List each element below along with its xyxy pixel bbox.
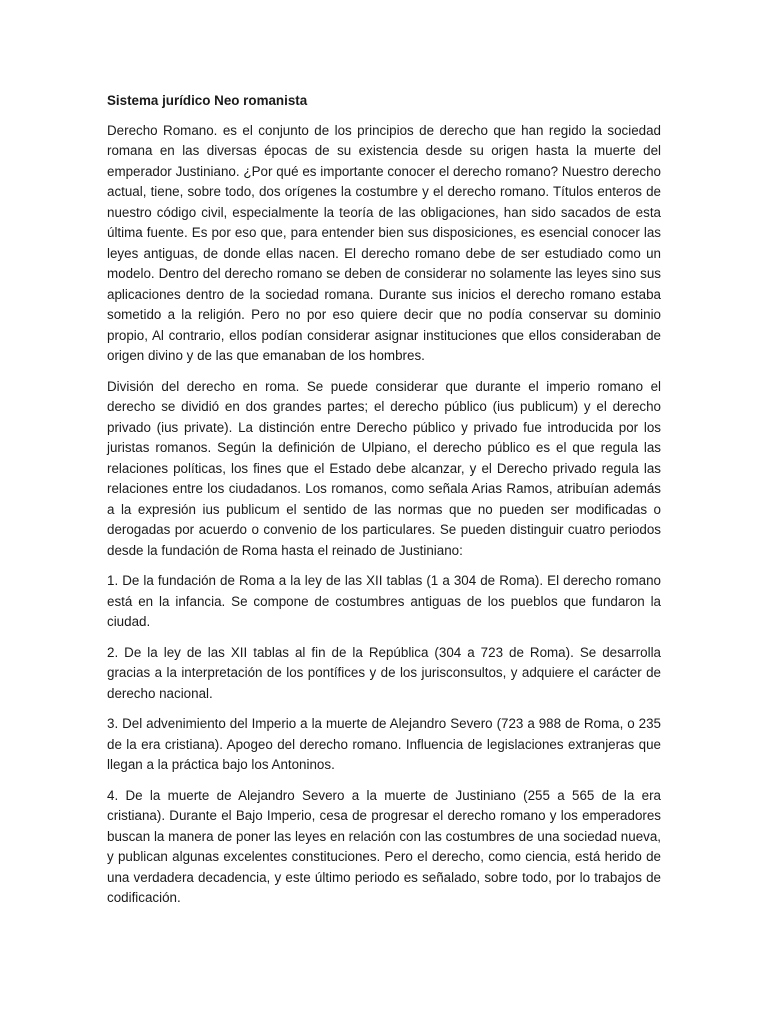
- paragraph-intro: Derecho Romano. es el conjunto de los principios de derecho que han regido la sociedad romana en las diversas épocas de su existencia desde su origen hasta la muerte del emperador Justiniano. ¿Por qué es importante conocer el derecho romano? Nuestro derecho actual, tiene, sobre todo, dos orígenes la costumbre y el derecho romano. Títulos enteros de nuestro código civil, especialmente la teoría de las obligaciones, han sido sacados de esta última fuente. Es por eso que, para entender bien sus disposiciones, es esencial conocer las leyes antiguas, de donde ellas nacen. El derecho romano debe de ser estudiado como un modelo. Dentro del derecho romano se deben de considerar no solamente las leyes sino sus aplicaciones dentro de la sociedad romana. Durante sus inicios el derecho romano estaba sometido a la religión. Pero no por eso quiere decir que no podía conservar su dominio propio, Al contrario, ellos podían considerar asignar instituciones que ellos consideraban de origen divino y de las que emanaban de los hombres.: [107, 122, 661, 363]
- paragraph-division: División del derecho en roma. Se puede considerar que durante el imperio romano el derecho se dividió en dos grandes partes; el derecho público (ius publicum) y el derecho privado (ius private). La distinción entre Derecho público y privado fue introducida por los juristas romanos. Según la definición de Ulpiano, el derecho público es el que regula las relaciones políticas, los fines que el Estado debe alcanzar, y el Derecho privado regula las relaciones entre los ciudadanos. Los romanos, como señala Arias Ramos, atribuían además a la expresión ius publicum el sentido de las normas que no pueden ser modificadas o derogadas por acuerdo o convenio de los particulares. Se pueden distinguir cuatro periodos desde la fundación de Roma hasta el reinado de Justiniano:: [107, 378, 661, 558]
- document-title: Sistema jurídico Neo romanista: [107, 93, 308, 108]
- document-page: [107, 91, 661, 919]
- paragraph-period-4: 4. De la muerte de Alejandro Severo a la muerte de Justiniano (255 a 565 de la era cristiana). Durante el Bajo Imperio, cesa de progresar el derecho romano y los emperadores buscan la manera de poner las leyes en relación con las costumbres de una sociedad nueva, y publican algunas excelentes constituciones. Pero el derecho, como ciencia, está herido de una verdadera decadencia, y este último periodo es señalado, sobre todo, por lo trabajos de codificación.: [107, 787, 661, 905]
- paragraph-period-2: 2. De la ley de las XII tablas al fin de la República (304 a 723 de Roma). Se desarrolla gracias a la interpretación de los pontífices y de los jurisconsultos, y adquiere el carácter de derecho nacional.: [107, 644, 661, 701]
- paragraph-period-1: 1. De la fundación de Roma a la ley de las XII tablas (1 a 304 de Roma). El derecho romano está en la infancia. Se compone de costumbres antiguas de los pueblos que fundaron la ciudad.: [107, 573, 661, 629]
- paragraph-period-3: 3. Del advenimiento del Imperio a la muerte de Alejandro Severo (723 a 988 de Roma, o 235 de la era cristiana). Apogeo del derecho romano. Influencia de legislaciones extranjeras que llegan a la práctica bajo los Antoninos.: [107, 716, 661, 772]
